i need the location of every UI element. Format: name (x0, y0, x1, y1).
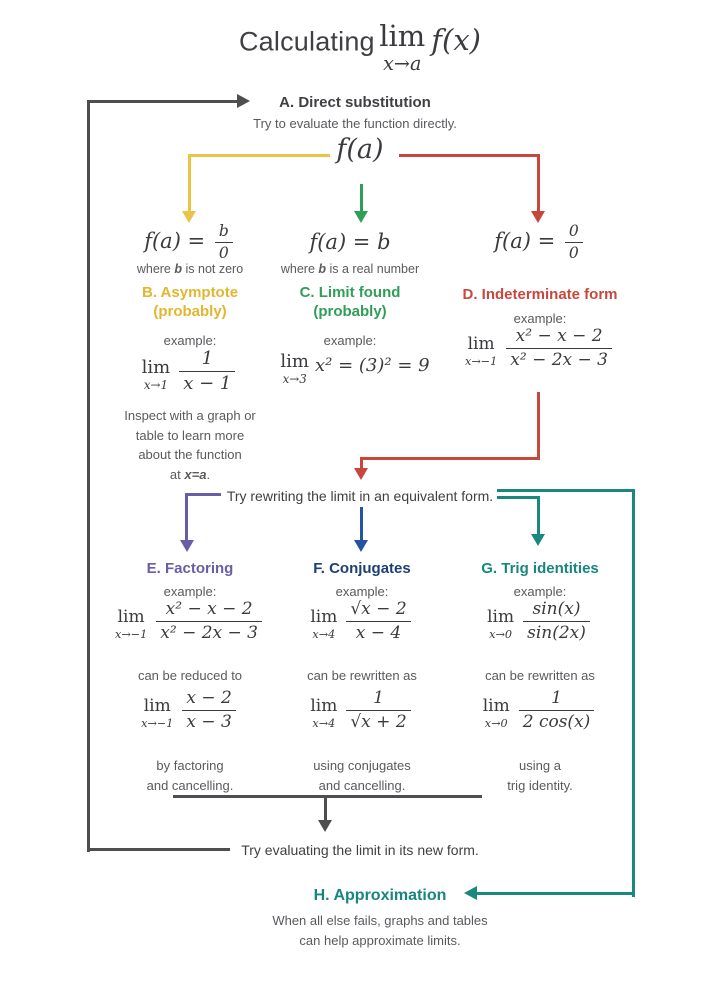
branch-b-title: B. Asymptote (probably) (141, 284, 239, 320)
branch-c-vline (360, 184, 363, 212)
rewrite-to-f-arrowhead (354, 540, 368, 552)
method-g-example-formula: lim x→0 $\frac{\sin(x)}{\sin(2x)}$ (390, 601, 690, 642)
step-a-desc: Try to evaluate the function directly. (253, 116, 457, 131)
methods-bracket-line (173, 795, 482, 798)
branch-c-example-label: example: (323, 333, 377, 348)
method-g-title: G. Trig identities (481, 560, 599, 577)
branch-b-example-label: example: (163, 333, 217, 348)
method-f-footer: using conjugates and cancelling. (313, 758, 411, 793)
step-h-desc: When all else fails, graphs and tables can help approximate limits. (272, 913, 488, 948)
branch-d-example-formula: lim x→−1 $\frac{\text{x² − x − 2}}{\text{x² − 2x − 3}}$ (390, 328, 690, 369)
branch-c-equation: f(a) = b (309, 230, 391, 254)
rewrite-to-f-vline (360, 507, 363, 542)
evaluate-prompt: Try evaluating the limit in its new form. (241, 842, 479, 858)
step-a-title: A. Direct substitution (279, 94, 431, 111)
method-g-result-formula: lim x→0 $\frac{1}{2 \cos(x)}$ (390, 690, 690, 731)
bracket-to-evaluate-vline (324, 795, 327, 821)
rewrite-prompt: Try rewriting the limit in an equivalent form. (226, 488, 494, 504)
branch-b-example-formula: lim x→1 $\frac{1}{x - 1}$ (40, 350, 340, 393)
method-g-footer: using a trig identity. (507, 758, 573, 793)
branch-b-arrowhead (182, 211, 196, 223)
branch-d-vline (537, 154, 540, 212)
bracket-to-evaluate-arrowhead (318, 820, 332, 832)
rewrite-to-g-arrowhead (531, 534, 545, 546)
method-f-result-formula: lim x→4 $\frac{1}{√x + 2}$ (212, 690, 512, 731)
branch-c-arrowhead (354, 211, 368, 223)
method-e-example-formula: lim x→−1 $\frac{\text{x² − x − 2}}{\text{x² − 2x − 3}}$ (40, 601, 340, 642)
branch-d-title: D. Indeterminate form (462, 286, 618, 303)
method-e-example-label: example: (163, 584, 217, 599)
page-title-text: Calculating (238, 26, 375, 57)
branch-d-example-label: example: (513, 311, 567, 326)
branch-b-condition: where b is not zero (136, 262, 244, 276)
method-f-title: F. Conjugates (313, 560, 411, 577)
d-to-rewrite-vline1 (537, 392, 540, 460)
page-title (0, 19, 720, 75)
method-e-result-formula: lim x→−1 $\frac{x - 2}{x - 3}$ (40, 690, 340, 731)
d-to-rewrite-hline (360, 457, 540, 460)
step-h-title: H. Approximation (313, 887, 447, 904)
method-g-mid-label: can be rewritten as (485, 668, 595, 683)
method-e-footer: by factoring and cancelling. (146, 758, 234, 793)
rewrite-to-e-arrowhead (180, 540, 194, 552)
branch-c-condition: where b is a real number (280, 262, 420, 276)
branch-b-note: Inspect with a graph or table to learn more about the function at x=a. (124, 408, 256, 482)
method-g-example-label: example: (513, 584, 567, 599)
branch-c-example-formula: lim x→3 x² = (3)² = 9 (280, 351, 430, 386)
method-e-title: E. Factoring (146, 560, 234, 577)
d-to-rewrite-arrowhead (354, 468, 368, 480)
root-node: f(a) (336, 134, 384, 165)
branch-b-equation: f(a) = $\frac{b}{0}$ (40, 224, 340, 261)
branch-d-equation: f(a) = $\frac{0}{0}$ (390, 224, 690, 261)
page-title-math: lim x→a f(x) (379, 19, 481, 75)
method-f-mid-label: can be rewritten as (307, 668, 417, 683)
method-e-mid-label: can be reduced to (137, 668, 243, 683)
branch-d-arrowhead (531, 211, 545, 223)
branch-b-vline (188, 154, 191, 212)
method-f-example-formula: lim x→4 $\frac{√x - 2}{x - 4}$ (212, 601, 512, 642)
method-f-example-label: example: (335, 584, 389, 599)
branch-c-title: C. Limit found (probably) (299, 284, 401, 320)
